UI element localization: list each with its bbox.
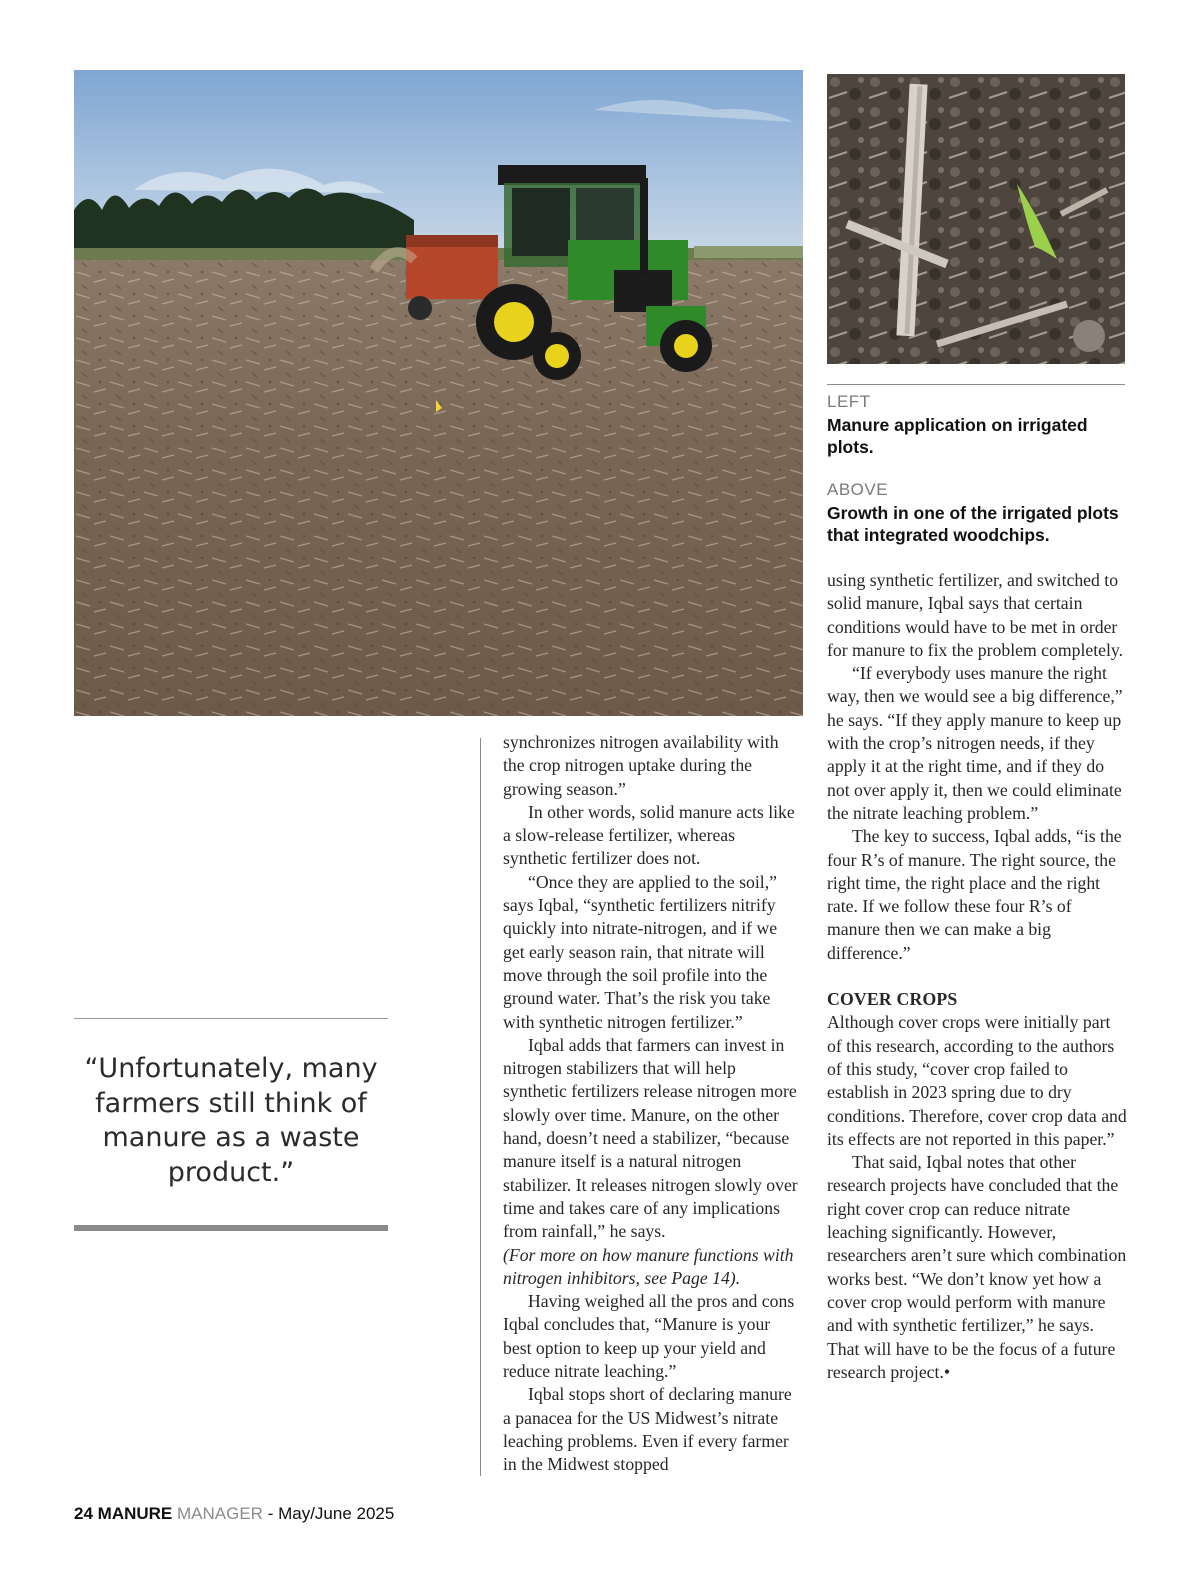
body-column-middle [503, 731, 801, 1477]
column-rule [480, 738, 481, 1476]
paragraph: “Once they are applied to the soil,” says Iqbal, “synthetic fertilizers nitrify quickly into nitrate-nitrogen, and if we get early season rain, that nitrate will move through the soil profile into the ground water. That’s the risk you take with synthetic nitrogen fertilizer.” [503, 871, 778, 1032]
page-footer [74, 1504, 394, 1524]
magazine-brand-bold: MANURE [97, 1504, 173, 1523]
page-number: 24 [74, 1504, 93, 1523]
paragraph: “If everybody uses manure the right way, then we would see a big difference,” he says. “If they apply manure to keep up with the crop’s nitrogen needs, if they apply it at the right time, and if they do not over apply it, then we could eliminate the nitrate leaching problem.” [827, 663, 1123, 823]
pull-quote-bottom-rule [74, 1225, 388, 1231]
seedling-illustration [827, 74, 1125, 364]
caption-left-kicker: LEFT [827, 392, 871, 411]
caption-left-text: Manure application on irrigated plots. [827, 415, 1088, 457]
caption-above [827, 480, 1125, 546]
paragraph: Iqbal stops short of declaring manure a panacea for the US Midwest’s nitrate leaching problems. Even if every farmer in the Midwest stopped [503, 1384, 792, 1475]
paragraph: Iqbal adds that farmers can invest in nitrogen stabilizers that will help synthetic fertilizers release nitrogen more slowly over time. Manure, on the other hand, doesn’t need a stabilizer, “because manure itself is a natural nitrogen stabilizer. It releases nitrogen slowly over time and takes care of any implications from rainfall,” he says. [503, 1034, 798, 1242]
caption-above-kicker: ABOVE [827, 480, 889, 499]
issue-date: - May/June 2025 [267, 1504, 395, 1523]
tractor-photo [74, 70, 803, 716]
pull-quote: “Unfortunately, many farmers still think of manure as a waste product.” [84, 1053, 378, 1188]
pull-quote-top-rule [74, 1018, 388, 1019]
paragraph: Having weighed all the pros and cons Iqbal concludes that, “Manure is your best option to keep up your yield and reduce nitrate leaching.” [503, 1291, 795, 1382]
paragraph: synchronizes nitrogen availability with the crop nitrogen uptake during the growing season.” [503, 732, 779, 799]
paragraph: using synthetic fertilizer, and switched to solid manure, Iqbal says that certain conditions would have to be met in order for manure to fix the problem completely. [827, 570, 1124, 660]
tractor-illustration [74, 70, 803, 716]
subheading-cover-crops: COVER CROPS [827, 989, 958, 1010]
body-column-right [827, 569, 1127, 1384]
cross-reference-note: (For more on how manure functions with nitrogen inhibitors, see Page 14). [503, 1244, 794, 1288]
paragraph: Although cover crops were initially part of this research, according to the authors of this study, “cover crop failed to establish in 2023 spring due to dry conditions. Therefore, cover crop data and its effects are not reported in this paper.” [827, 1012, 1127, 1149]
caption-above-text: Growth in one of the irrigated plots that integrated woodchips. [827, 503, 1119, 545]
paragraph: In other words, solid manure acts like a slow-release fertilizer, whereas synthetic fertilizer does not. [503, 801, 795, 869]
paragraph: That said, Iqbal notes that other research projects have concluded that the right cover crop can reduce nitrate leaching significantly. However, researchers aren’t sure which combination works best. “We don’t know yet how a cover crop would perform with manure and with synthetic fertilizer,” he says. That will have to be the focus of a future research project.• [827, 1152, 1127, 1382]
caption-left [827, 392, 1125, 458]
paragraph: The key to success, Iqbal adds, “is the four R’s of manure. The right source, the right time, the right place and the right rate. If we follow these four R’s of manure then we can make a big difference.” [827, 826, 1122, 963]
caption-rule [827, 384, 1125, 385]
magazine-brand-light: MANAGER [177, 1504, 263, 1523]
seedling-photo [827, 74, 1125, 364]
